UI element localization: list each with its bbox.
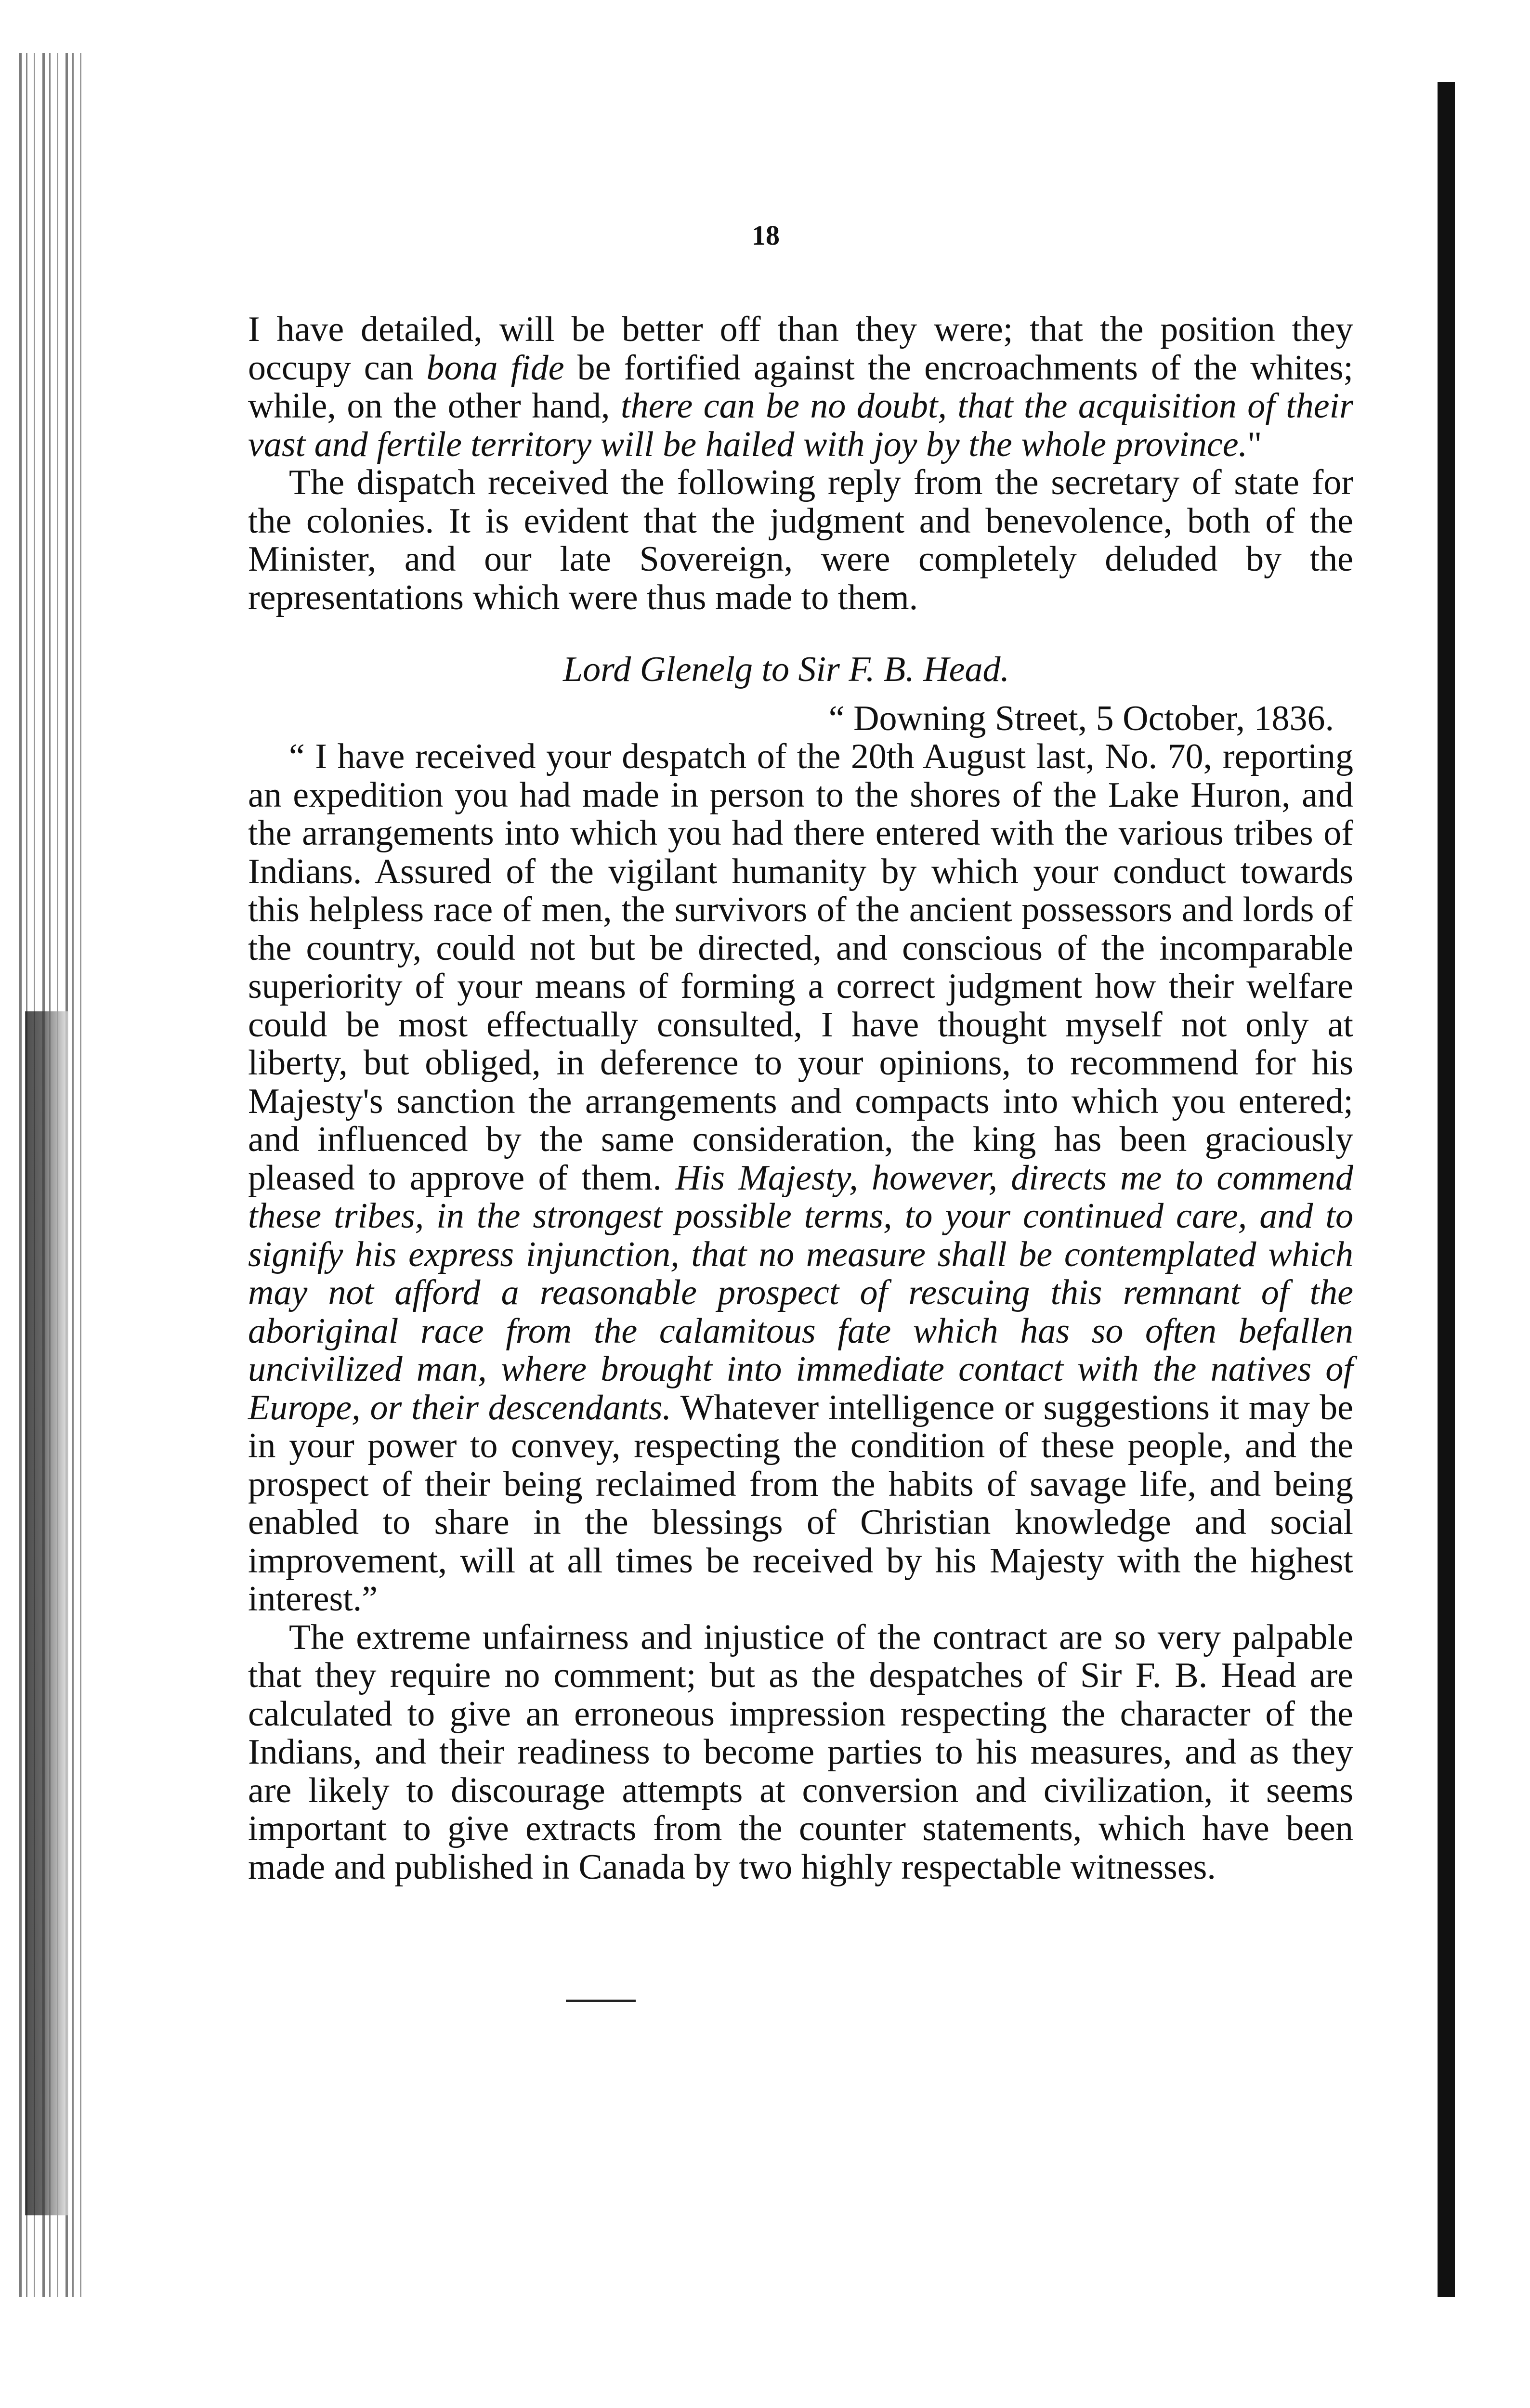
paragraph-1-text-e: " bbox=[1247, 424, 1262, 464]
closing-rule bbox=[566, 2000, 636, 2002]
paragraph-4: The extreme unfairness and injustice of the contract are so very palpable that they require no comment; but as the despatches of Sir F. B. Head are calculated to give an erroneous impression respecting the character of the Indians, and their readiness to become parties to his measures, and as they are likely to discourage attempts at conversion and civilization, it seems important to give extracts from the counter statements, which have been made and published in Canada by two highly respectable witnesses. bbox=[248, 1617, 1353, 1887]
binding-shadow bbox=[25, 1011, 68, 2215]
paragraph-2: The dispatch received the following reply from the secretary of state for the colonies. It is evident that the judgment and benevolence, both of the Minister, and our late Sovereign, were completely deluded by the representations which were thus made to them. bbox=[248, 463, 1353, 617]
paragraph-1 bbox=[248, 311, 1353, 464]
paragraph-3-italic-b: His Majesty, however, directs me to commend these tribes, in the strongest possible terms, to your continued care, and to signify his express injunction, that no measure shall be contemplated which may not afford a reasonable prospect of rescuing this remnant of the aboriginal race from the calamitous fate which has so often befallen uncivilized man, where brought into immediate contact with the natives of Europe, or their descendants. bbox=[248, 1158, 1353, 1427]
page-edge-shadow bbox=[1438, 82, 1455, 2297]
letter-heading: Lord Glenelg to Sir F. B. Head. bbox=[562, 650, 1010, 689]
paragraph-3 bbox=[248, 738, 1353, 1619]
paragraph-1-italic-b: bona fide bbox=[426, 348, 564, 388]
letter-dateline: “ Downing Street, 5 October, 1836. bbox=[828, 698, 1334, 738]
paragraph-3-text-c: Whatever intelligence or suggestions it may be in your power to convey, respecting the condition of these people, and the prospect of their being reclaimed from the habits of savage life, and being enabled to share in the blessings of Christian knowledge and social improvement, will at all times be received by his Majesty with the highest interest.” bbox=[248, 1387, 1353, 1619]
paragraph-1-text-a: I have detailed, will be better off than they were; that the position they occupy can bbox=[248, 310, 1353, 388]
body-text bbox=[248, 311, 1353, 1886]
page-number: 18 bbox=[752, 220, 780, 251]
paragraph-1-italic-d: there can be no doubt, that the acquisition of their vast and fertile territory will be hailed with joy by the whole province. bbox=[248, 386, 1353, 464]
paragraph-3-text-a: “ I have received your despatch of the 20th August last, No. 70, reporting an expedition you had made in person to the shores of the Lake Huron, and the arrangements into which you had there entered with the various tribes of Indians. Assured of the vigilant humanity by which your conduct towards this helpless race of men, the survivors of the ancient possessors and lords of the country, could not but be directed, and conscious of the incomparable superiority of your means of forming a correct judgment how their welfare could be most effectually consulted, I have thought myself not only at liberty, but obliged, in deference to your opinions, to recommend for his Majesty's sanction the arrangements and compacts into which you entered; and influenced by the same consideration, the king has been graciously pleased to approve of them. bbox=[248, 737, 1353, 1198]
paragraph-1-text-c: be fortified against the encroachments of the whites; while, on the other hand, bbox=[248, 348, 1353, 426]
